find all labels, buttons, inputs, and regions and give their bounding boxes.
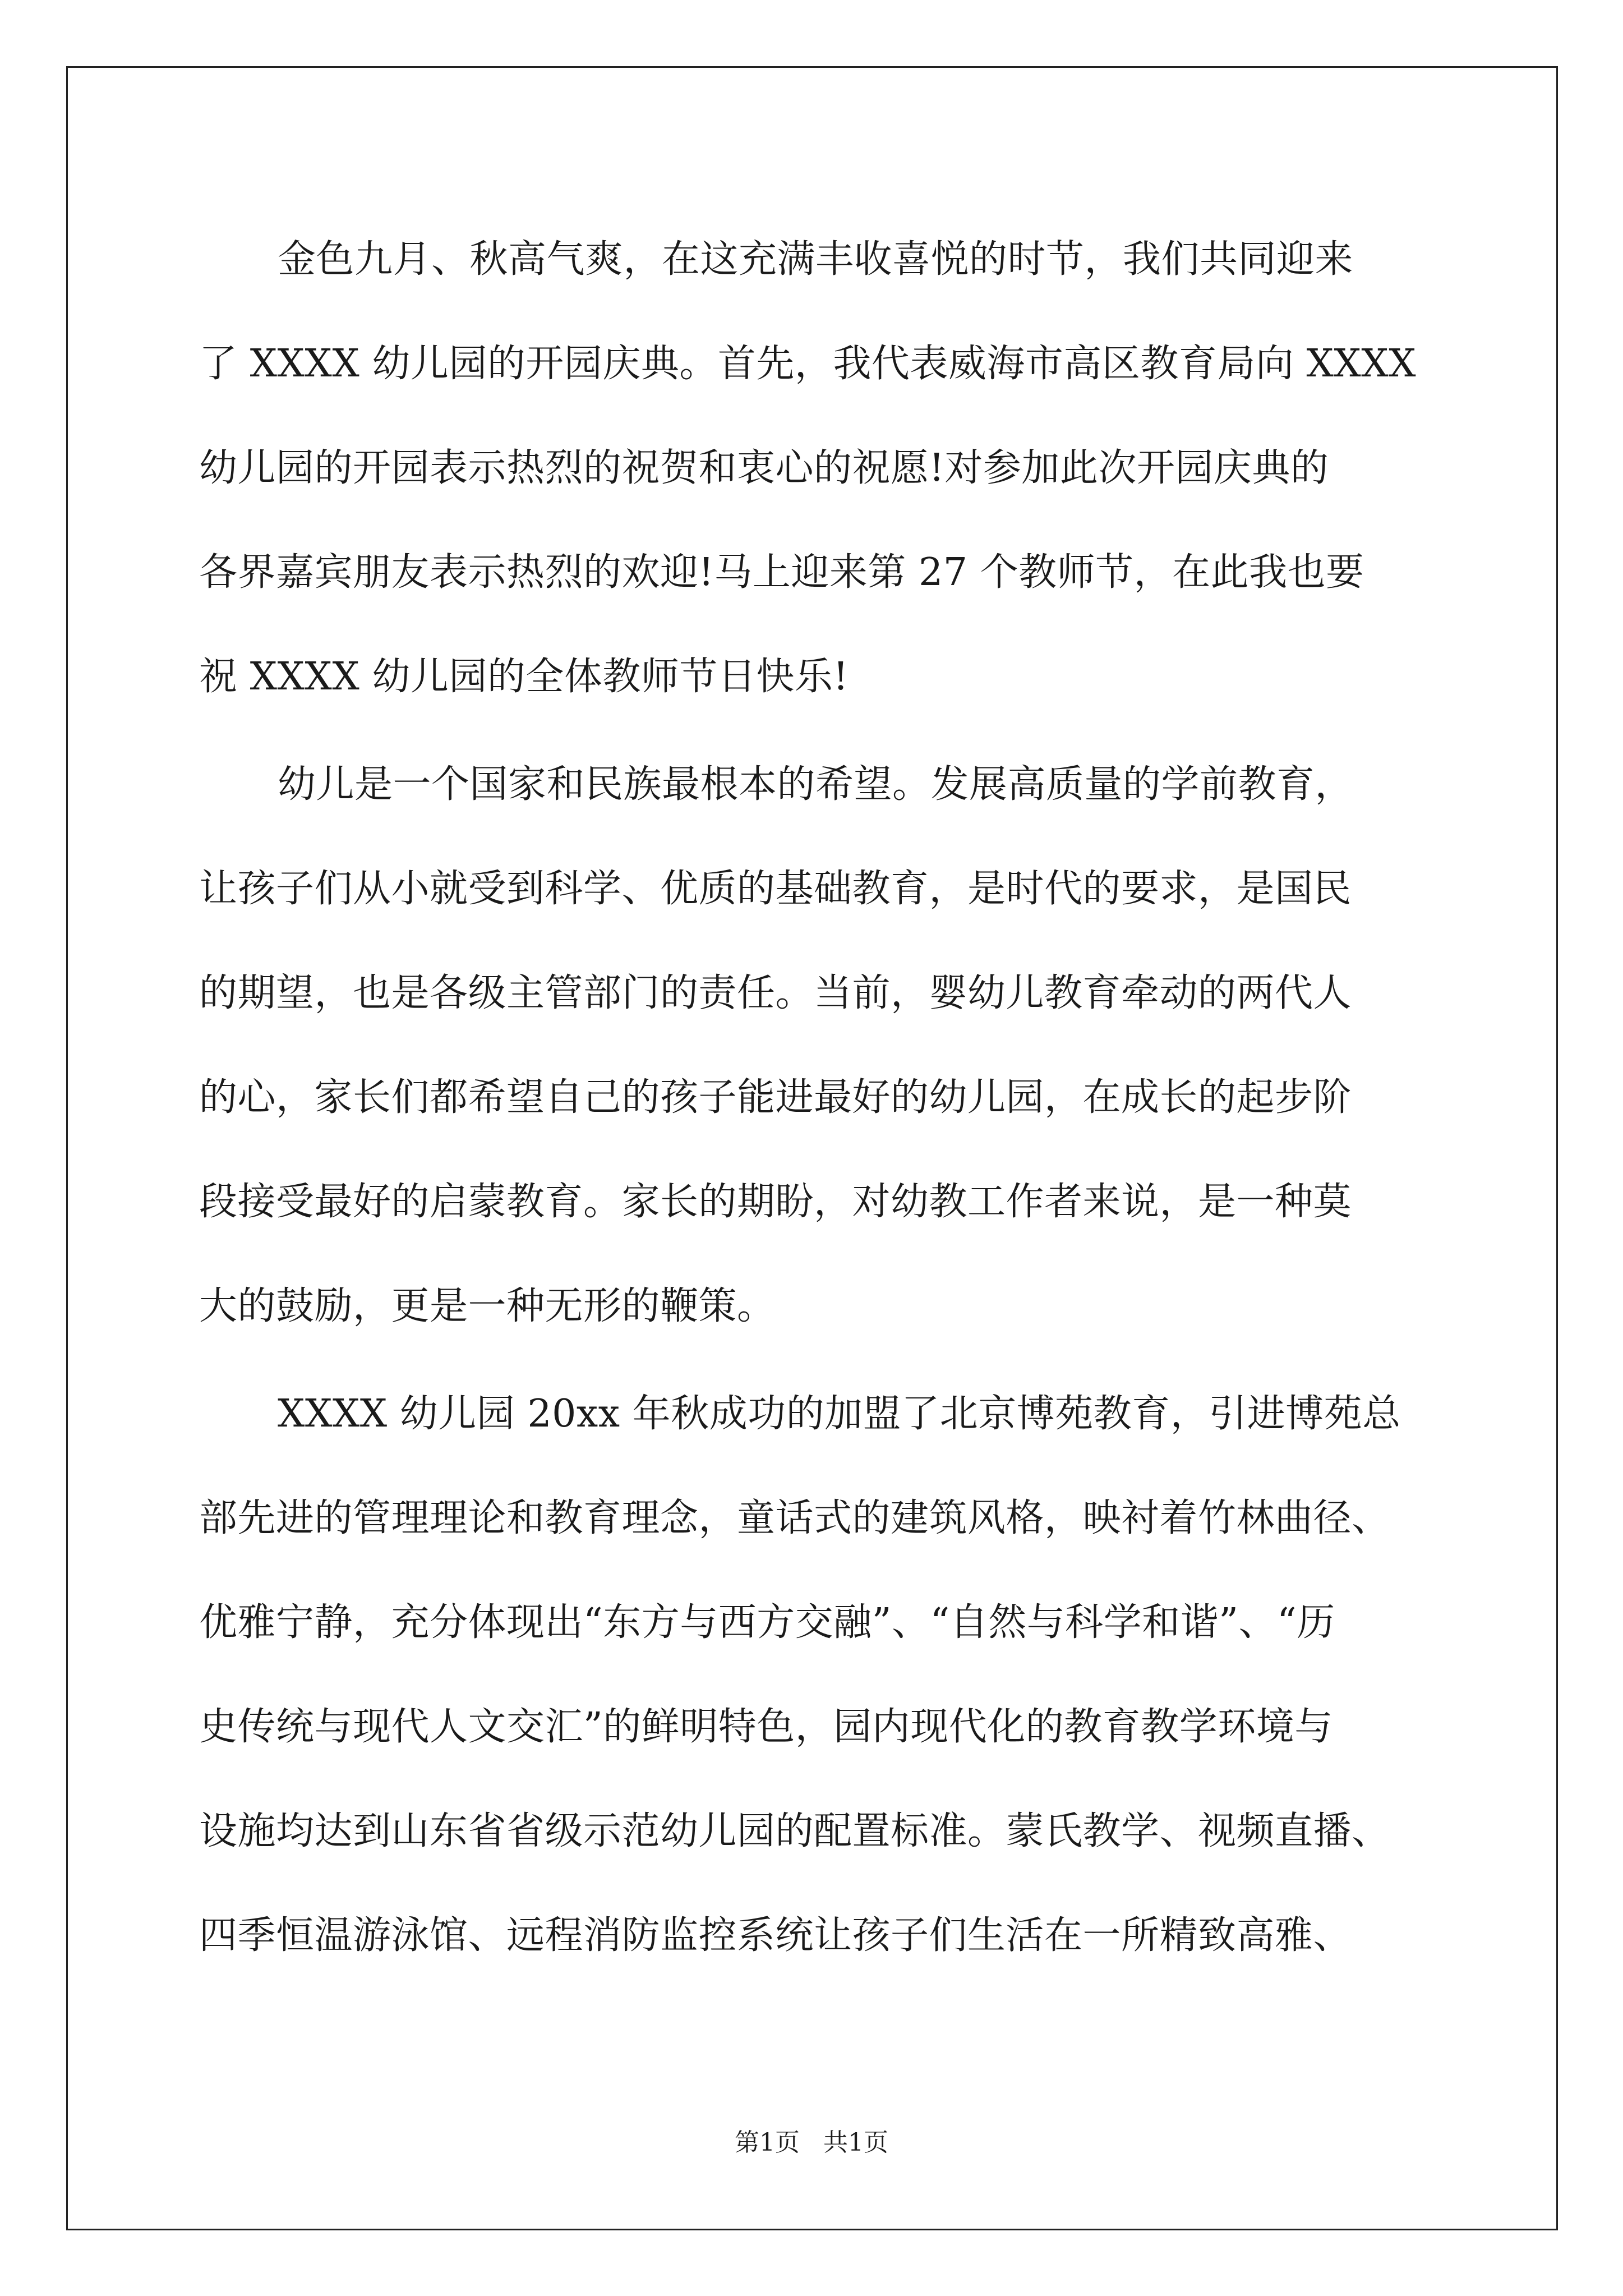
text-line: 段接受最好的启蒙教育。家长的期盼，对幼教工作者来说，是一种莫	[199, 1180, 1352, 1224]
text-line: 让孩子们从小就受到科学、优质的基础教育，是时代的要求，是国民	[199, 867, 1352, 911]
document-body	[199, 208, 1433, 1988]
text-line: 部先进的管理理论和教育理念，童话式的建筑风格，映衬着竹林曲径、	[199, 1496, 1390, 1540]
text-line: 优雅宁静，充分体现出“东方与西方交融”、“自然与科学和谐”、“历	[199, 1600, 1335, 1645]
text-line: 金色九月、秋高气爽，在这充满丰收喜悦的时节，我们共同迎来	[278, 237, 1354, 282]
page-number-footer: 第1页 共1页	[735, 2128, 888, 2157]
text-line: 史传统与现代人文交汇”的鲜明特色，园内现代化的教育教学环境与	[199, 1705, 1333, 1749]
text-line: 的期望，也是各级主管部门的责任。当前，婴幼儿教育牵动的两代人	[199, 971, 1352, 1015]
paragraph-3	[199, 1362, 1433, 1988]
paragraph-1	[199, 208, 1433, 729]
text-line: 的心，家长们都希望自己的孩子能进最好的幼儿园，在成长的起步阶	[199, 1075, 1352, 1120]
text-line: 幼儿是一个国家和民族最根本的希望。发展高质量的学前教育，	[278, 762, 1354, 807]
paragraph-2	[199, 733, 1433, 1359]
text-line: 设施均达到山东省省级示范幼儿园的配置标准。蒙氏教学、视频直播、	[199, 1809, 1390, 1853]
text-line: 各界嘉宾朋友表示热烈的欢迎!马上迎来第 27 个教师节，在此我也要	[199, 550, 1364, 595]
text-line: 大的鼓励，更是一种无形的鞭策。	[199, 1284, 776, 1328]
text-line: 祝 XXXX 幼儿园的全体教师节日快乐!	[199, 655, 849, 699]
text-line: 了 XXXX 幼儿园的开园庆典。首先，我代表威海市高区教育局向 XXXX	[199, 342, 1417, 386]
text-line: 四季恒温游泳馆、远程消防监控系统让孩子们生活在一所精致高雅、	[199, 1913, 1352, 1958]
text-line: 幼儿园的开园表示热烈的祝贺和衷心的祝愿!对参加此次开园庆典的	[199, 446, 1329, 490]
text-line: XXXX 幼儿园 20xx 年秋成功的加盟了北京博苑教育，引进博苑总	[278, 1392, 1401, 1436]
